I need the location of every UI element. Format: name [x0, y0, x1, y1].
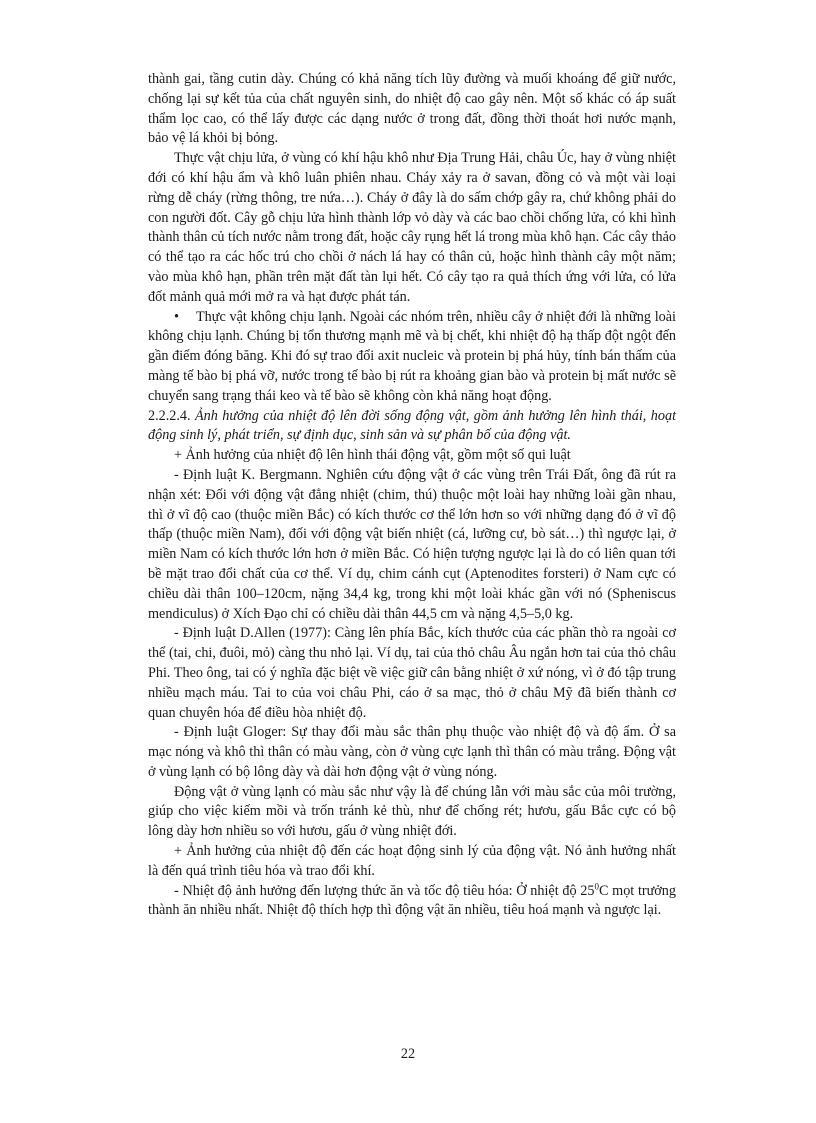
paragraph-fire-tolerant-plants: Thực vật chịu lửa, ở vùng có khí hậu khô như Địa Trung Hải, châu Úc, hay ở vùng nhiệt đới có khí hậu ẩm và khô luân phiên nhau. Cháy xảy ra ở savan, đồng cỏ và một vài loại rừng dễ cháy (rừng thông, tre nứa…). Cháy ở đây là do sấm chớp gây ra, chứ không phải do con người đốt. Cây gỗ chịu lửa hình thành lớp vỏ dày và các bao chồi chống lửa, có khi hình thành thân củ tích nước nằm trong đất, hoặc cây rụng hết lá trong mùa khô hạn. Các cây thảo có thể tạo ra các hốc trú cho chồi ở nách lá hay có thân củ, hoặc hình thành cây một năm; vào mùa khô hạn, phần trên mặt đất tàn lụi hết. Có cây tạo ra quả thích ứng với lửa, có lửa đốt mảnh quả mới mở ra và hạt được phát tán. — [148, 150, 676, 305]
section-number: 2.2.2.4. — [148, 407, 191, 424]
section-title: Ảnh hưởng của nhiệt độ lên đời sống động vật, gồm ảnh hưởng lên hình thái, hoạt động sinh lý, phát triển, sự định dục, sinh sản và sự phân bố của động vật. — [148, 407, 677, 444]
paragraph-xerophyte-end: thành gai, tầng cutin dày. Chúng có khả năng tích lũy đường và muối khoáng để giữ nước, chống lại sự kết tủa của chất nguyên sinh, do nhiệt độ cao gây nên. Một số khác có áp suất thẩm lọc cao, có thể lấy được các dạng nước ở trong đất, đồng thời thoát hơi nước mạnh, bảo vệ lá khỏi bị bỏng. — [148, 71, 676, 147]
page-body — [148, 70, 676, 921]
bullet-icon: • — [174, 308, 179, 325]
text-before-superscript: - Nhiệt độ ảnh hưởng đến lượng thức ăn và tốc độ tiêu hóa: Ở nhiệt độ 25 — [174, 882, 595, 899]
paragraph-morphology-intro: + Ảnh hưởng của nhiệt độ lên hình thái động vật, gồm một số qui luật — [174, 447, 571, 464]
page-number: 22 — [400, 1046, 416, 1062]
paragraph-bergmann-rule: - Định luật K. Bergmann. Nghiên cứu động vật ở các vùng trên Trái Đất, ông đã rút ra nhận xét: Đối với động vật đẳng nhiệt (chim, thú) thuộc một loài hay những loài gần nhau, thì ở vĩ độ cao (thuộc miền Bắc) có kích thước cơ thể lớn hơn so với những dạng đó ở vĩ độ thấp (thuộc miền Nam), đối với động vật biến nhiệt (cá, lưỡng cư, bò sát…) thì ngược lại, ở miền Nam có kích thước lớn hơn ở miền Bắc. Có hiện tượng ngược lại là do có liên quan tới bề mặt trao đổi chất của cơ thể. Ví dụ, chim cánh cụt (Aptenodites forsteri) ở Nam cực có chiều dài thân 100–120cm, nặng 34,4 kg, trong khi một loài khác gần với nó (Spheniscus mendiculus) ở Xích Đạo chỉ có chiều dài thân 44,5 cm và nặng 4,5–5,0 kg. — [148, 466, 676, 622]
text-after-superscript: C mọt trưởng thành ăn nhiều nhất. Nhiệt độ thích hợp thì động vật ăn nhiều, tiêu hoá mạnh và ngược lại. — [148, 882, 676, 919]
paragraph-physiology-intro: + Ảnh hưởng của nhiệt độ đến các hoạt động sinh lý của động vật. Nó ảnh hưởng nhất là đến quá trình tiêu hóa và trao đổi khí. — [148, 843, 676, 879]
paragraph-allen-rule: - Định luật D.Allen (1977): Càng lên phía Bắc, kích thước của các phần thò ra ngoài cơ thể (tai, chi, đuôi, mỏ) càng thu nhỏ lại. Ví dụ, tai của thỏ châu Âu ngắn hơn tai của thỏ châu Phi. Theo ông, tai có ý nghĩa đặc biệt về việc giữ cân bằng nhiệt ở xứ nóng, vì ở đó tập trung nhiều mạch máu. Tai to của voi châu Phi, cáo ở sa mạc, thỏ ở châu Mỹ đã biến thành cơ quan chuyên hóa để điều hòa nhiệt độ. — [148, 625, 676, 721]
paragraph-cold-coloration: Động vật ở vùng lạnh có màu sắc như vậy là để chúng lẫn với màu sắc của môi trường, giúp cho việc kiếm mồi và trốn tránh kẻ thù, như để chống rét; hươu, gấu Bắc cực có bộ lông dày hơn nhiều so với hươu, gấu ở vùng nhiệt đới. — [148, 783, 676, 840]
section-heading — [148, 407, 676, 447]
paragraph-food-digestion — [148, 882, 676, 922]
bullet-item-cold-intolerant — [148, 308, 676, 407]
bullet-text: Thực vật không chịu lạnh. Ngoài các nhóm trên, nhiều cây ở nhiệt đới là những loài không chịu lạnh. Chúng bị tổn thương mạnh mẽ và bị chết, khi nhiệt độ hạ thấp đột ngột đến gần điểm đóng băng. Khi đó sự trao đổi axit nucleic và protein bị phá hủy, tính bán thấm của màng tế bào bị phá vỡ, nước trong tế bào bị rút ra khoảng gian bào và protein bị mất nước sẽ chuyển sang trạng thái keo và tế bào sẽ không còn khả năng hoạt động. — [148, 308, 676, 404]
superscript-degree: 0 — [594, 880, 599, 891]
paragraph-gloger-rule: - Định luật Gloger: Sự thay đổi màu sắc thân phụ thuộc vào nhiệt độ và độ ẩm. Ở sa mạc nóng và khô thì thân có màu vàng, còn ở vùng cực lạnh thì thân có màu trắng. Động vật ở vùng lạnh có bộ lông dày và dài hơn động vật ở vùng nóng. — [148, 724, 676, 780]
